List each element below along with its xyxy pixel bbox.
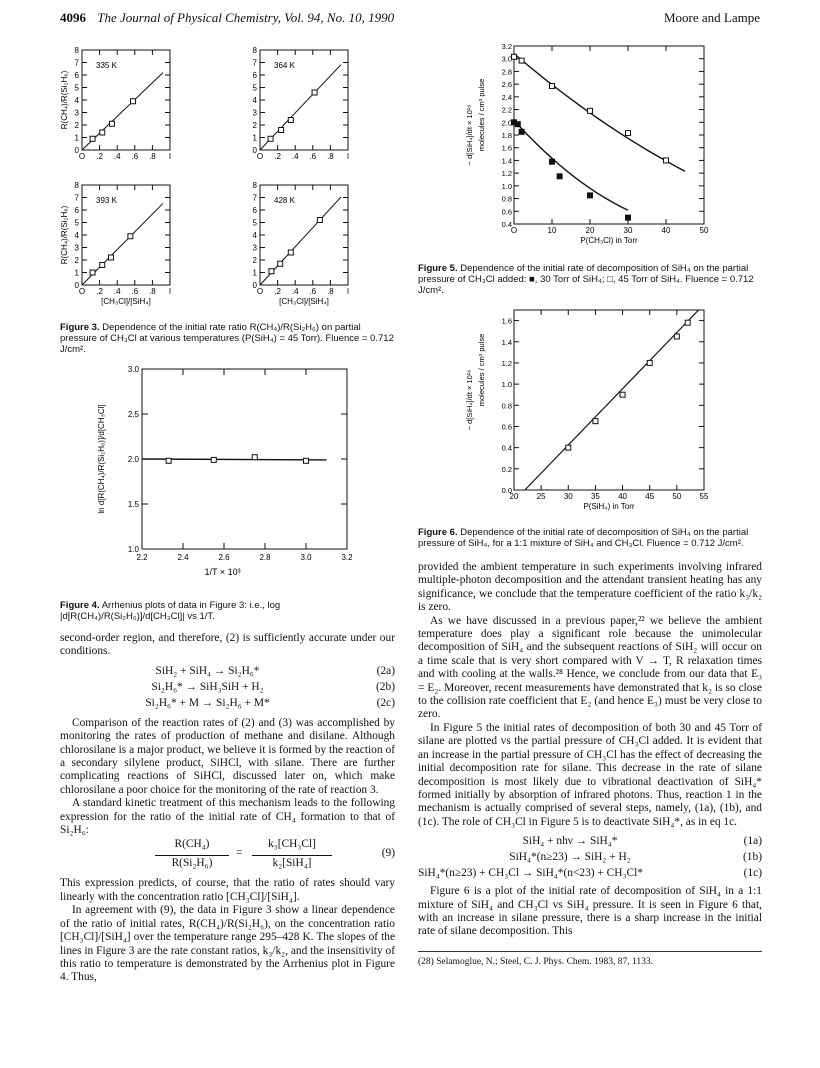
y-tick-label: 3 xyxy=(252,243,257,253)
y-axis-label: ln d[R(CH₄)/R(Si₂H₆)]/d[CH₃Cl] xyxy=(97,404,106,514)
x-tick-label: O xyxy=(78,287,86,296)
equation-2a xyxy=(60,663,395,679)
x-tick-label: O xyxy=(256,152,264,161)
y-tick-label: 0.4 xyxy=(501,443,512,453)
data-point xyxy=(109,121,114,126)
y-tick-label: 1.4 xyxy=(501,156,512,166)
figure-6-caption-text: Dependence of the initial rate of decomposition of SiH₄ on the partial pressure of SiH₄, for a 1:1 mixture of SiH₄ and CH₃Cl. Fluence = 0.712 J/cm². xyxy=(418,527,749,549)
footnote-reference: (28) Selamoglue, N.; Steel, C. J. Phys. Chem. 1983, 87, 1133. xyxy=(418,951,762,968)
equation-1b xyxy=(418,849,762,865)
y-tick-label: 2 xyxy=(252,121,257,130)
x-tick-label: .8 xyxy=(149,287,156,296)
y-tick-label: 2.0 xyxy=(501,118,512,128)
x-tick-label: 50 xyxy=(699,226,709,235)
eq9-denominator-right: k₂[SiH₄] xyxy=(272,857,312,870)
x-tick-label: 40 xyxy=(661,226,671,235)
y-tick-label: 3 xyxy=(74,243,79,253)
x-tick-label: .2 xyxy=(96,152,103,161)
y-tick-label: 0 xyxy=(74,146,79,155)
y-axis-label: − d[SiH₄]/dt × 10¹⁶ xyxy=(465,369,474,431)
x-axis-label: [CH₃Cl]/[SiH₄] xyxy=(101,297,151,306)
data-point xyxy=(288,118,293,123)
data-point-filled xyxy=(519,129,524,134)
figure-4-caption xyxy=(60,600,395,622)
x-tick-label: 2.2 xyxy=(136,553,148,562)
y-tick-label: 2.0 xyxy=(127,455,139,464)
x-tick-label: .6 xyxy=(309,152,317,161)
x-tick-label: .6 xyxy=(131,152,139,161)
figure-3-caption-label: Figure 3. xyxy=(60,322,100,333)
y-tick-label: 6 xyxy=(74,206,79,215)
x-tick-label: 50 xyxy=(672,492,682,501)
y-tick-label: 0 xyxy=(252,146,257,155)
figure-5-caption-text: Dependence of the initial rate of decomposition of SiH₄ on the partial pressure of CH₃Cl added: ■, 30 Torr of SiH₄; □, 45 Torr of SiH₄. Fluence = 0.712 J/cm². xyxy=(418,263,754,296)
left-paragraph-4: This expression predicts, of course, that the ratio of rates should vary linearly with the concentration ratio [CH₃Cl]/[SiH₄]. xyxy=(60,877,395,903)
left-column xyxy=(60,40,395,985)
equation-number: (2c) xyxy=(376,696,395,709)
y-tick-label: 5 xyxy=(252,218,257,228)
equation-number: (1c) xyxy=(743,867,762,880)
x-tick-label: O xyxy=(510,226,518,235)
y-axis-label: molecules / cm³ pulse xyxy=(477,333,486,407)
figure-4 xyxy=(60,361,395,593)
data-point xyxy=(317,218,322,223)
x-tick-label: O xyxy=(256,287,264,296)
data-point xyxy=(100,263,105,268)
y-tick-label: 3 xyxy=(74,108,79,118)
y-tick-label: 7 xyxy=(252,58,257,68)
curve-30-torr xyxy=(514,120,628,210)
x-axis-label: [CH₃Cl]/[SiH₄] xyxy=(279,297,329,306)
data-point-open xyxy=(519,58,524,63)
data-point xyxy=(166,458,171,463)
curve-45-torr xyxy=(514,54,685,172)
x-tick-label: .8 xyxy=(149,152,156,161)
x-axis-label: 1/T × 10³ xyxy=(204,567,241,577)
data-point xyxy=(109,255,114,260)
figure-6 xyxy=(418,300,762,520)
x-tick-label: 40 xyxy=(618,492,628,501)
y-tick-label: 4 xyxy=(74,96,79,105)
figure-6-caption-label: Figure 6. xyxy=(418,527,458,538)
x-tick-label: 30 xyxy=(563,492,573,501)
equation-number: (9) xyxy=(381,847,395,860)
data-point xyxy=(90,270,95,275)
data-point xyxy=(131,99,136,104)
y-tick-label: 6 xyxy=(74,71,79,80)
x-tick-label: .6 xyxy=(131,287,139,296)
y-tick-label: 0.6 xyxy=(501,422,512,432)
x-tick-label: I xyxy=(168,152,172,161)
y-tick-label: 3.0 xyxy=(501,54,512,64)
y-tick-label: 7 xyxy=(74,58,79,68)
x-tick-label: .2 xyxy=(274,287,281,296)
data-point xyxy=(128,234,133,239)
y-tick-label: 1 xyxy=(74,133,79,143)
data-point-open xyxy=(512,54,517,59)
eq9-fraction-bar-right xyxy=(252,855,332,856)
x-tick-label: .4 xyxy=(291,287,299,296)
equation-expr: SiH₄*(n≥23) + CH₃Cl → SiH₄*(n<23) + CH₃Cl* xyxy=(418,867,643,880)
equations-2 xyxy=(60,663,395,711)
data-point xyxy=(674,334,679,339)
x-tick-label: 25 xyxy=(536,492,546,501)
data-point-filled xyxy=(557,174,562,179)
figure-6-caption xyxy=(418,527,762,549)
equation-2b xyxy=(60,679,395,695)
x-tick-label: I xyxy=(346,287,350,296)
authors: Moore and Lampe xyxy=(663,10,760,25)
data-point xyxy=(566,445,571,450)
y-tick-label: 1.5 xyxy=(127,500,139,509)
x-tick-label: .4 xyxy=(113,152,121,161)
y-tick-label: 1.0 xyxy=(501,181,512,191)
y-tick-label: 0 xyxy=(74,281,79,290)
x-tick-label: 2.4 xyxy=(177,553,189,562)
data-point xyxy=(252,455,257,460)
equation-number: (1a) xyxy=(743,835,762,848)
y-tick-label: 1.4 xyxy=(501,337,512,347)
fit-line xyxy=(525,310,699,490)
y-tick-label: 0.8 xyxy=(501,194,512,204)
x-tick-label: I xyxy=(346,152,350,161)
y-tick-label: 4 xyxy=(252,96,257,105)
panel-temperature-label: 364 K xyxy=(274,61,295,70)
y-tick-label: 1 xyxy=(252,268,257,278)
y-tick-label: 5 xyxy=(74,83,79,93)
y-axis-label: R(CH₄)/R(Si₂H₆) xyxy=(60,70,69,130)
panel-temperature-label: 335 K xyxy=(96,61,117,70)
data-point xyxy=(211,457,216,462)
journal-title: The Journal of Physical Chemistry, Vol. 94, No. 10, 1990 xyxy=(97,10,395,25)
data-point xyxy=(268,136,273,141)
eq9-denominator-left: R(Si₂H₆) xyxy=(171,857,213,870)
y-tick-label: 0.0 xyxy=(501,486,512,495)
figure-4-caption-text: Arrhenius plots of data in Figure 3: i.e., log |d[R(CH₄)/R(Si₂H₆)]/d[CH₃Cl]| vs 1/T. xyxy=(60,600,281,622)
y-tick-label: 6 xyxy=(252,71,257,80)
data-point xyxy=(278,261,283,266)
data-point-filled xyxy=(588,193,593,198)
equation-expr: SiH₂ + SiH₄ → Si₂H₆* xyxy=(155,664,260,677)
y-tick-label: 0.8 xyxy=(501,401,512,411)
x-tick-label: 35 xyxy=(590,492,600,501)
data-point xyxy=(269,269,274,274)
data-point xyxy=(312,90,317,95)
eq9-numerator-right: k₃[CH₃Cl] xyxy=(268,838,316,851)
y-tick-label: 0.2 xyxy=(501,464,512,474)
y-tick-label: 1.0 xyxy=(501,380,512,390)
y-tick-label: 2 xyxy=(74,121,79,130)
data-point xyxy=(620,392,625,397)
right-column xyxy=(418,40,762,968)
y-tick-label: 0 xyxy=(252,281,257,290)
y-tick-label: 2.5 xyxy=(127,410,139,419)
right-paragraph-4: Figure 6 is a plot of the initial rate of decomposition of SiH₄ in a 1:1 mixture of SiH₄ and CH₃Cl vs SiH₄ pressure. It is seen in Figure 6 that, with an increase in silane pressure, there is a sharp increase in the initial rate of silane decomposition. This xyxy=(418,885,762,938)
y-tick-label: 1 xyxy=(74,268,79,278)
running-header xyxy=(60,10,760,28)
x-tick-label: .6 xyxy=(309,287,317,296)
y-tick-label: 6 xyxy=(252,206,257,215)
data-point-filled xyxy=(626,215,631,220)
x-tick-label: 55 xyxy=(699,492,709,501)
y-tick-label: 5 xyxy=(74,218,79,228)
y-tick-label: 5 xyxy=(252,83,257,93)
x-tick-label: I xyxy=(168,287,172,296)
figure-5 xyxy=(418,40,762,256)
x-tick-label: .4 xyxy=(113,287,121,296)
x-axis-label: P(SiH₄) in Torr xyxy=(583,502,635,511)
eq9-fraction-bar-left xyxy=(155,855,229,856)
figure-5-caption-label: Figure 5. xyxy=(418,263,458,274)
y-tick-label: 1.6 xyxy=(501,316,512,326)
left-paragraph-2: Comparison of the reaction rates of (2) and (3) was accomplished by monitoring the rates of production of methane and disilane. Although chlorosilane is a major product, we believe it is formed by the reaction of a secondary silylene product, SiHCl, with silane. There are further complicating reactions of SiHCl, discussed later on, which make chlorosilane a poor choice for the monitoring of the rate of reaction 3. xyxy=(60,716,395,796)
data-point xyxy=(304,458,309,463)
plot-frame xyxy=(514,46,704,224)
x-tick-label: 20 xyxy=(585,226,595,235)
equation-2c xyxy=(60,695,395,711)
figure-4-caption-label: Figure 4. xyxy=(60,600,100,611)
x-tick-label: 30 xyxy=(623,226,633,235)
x-tick-label: 2.6 xyxy=(218,553,230,562)
y-tick-label: 8 xyxy=(252,46,257,55)
data-point xyxy=(288,250,293,255)
equation-number: (2a) xyxy=(376,664,395,677)
y-tick-label: 2.4 xyxy=(501,92,512,102)
panel-temperature-label: 393 K xyxy=(96,196,117,205)
data-point-open xyxy=(626,131,631,136)
y-tick-label: 7 xyxy=(74,193,79,203)
equation-expr: Si₂H₆* → SiH₃SiH + H₂ xyxy=(151,680,264,693)
y-tick-label: 2 xyxy=(74,256,79,265)
y-tick-label: 3.0 xyxy=(127,365,139,374)
y-tick-label: 1.2 xyxy=(501,169,512,179)
data-point-open xyxy=(664,158,669,163)
x-axis-label: P(CH₃Cl) in Torr xyxy=(580,236,638,245)
data-point-open xyxy=(588,108,593,113)
data-point xyxy=(100,130,105,135)
y-tick-label: 8 xyxy=(74,46,79,55)
y-tick-label: 4 xyxy=(252,231,257,240)
data-point xyxy=(90,136,95,141)
equation-1a xyxy=(418,833,762,849)
y-tick-label: 1.6 xyxy=(501,143,512,153)
left-paragraph-3: A standard kinetic treatment of this mechanism leads to the following expression for the ratio of the initial rate of CH₄ formation to that of Si₂H₆: xyxy=(60,797,395,837)
eq9-numerator-left: R(CH₄) xyxy=(174,838,210,851)
y-tick-label: 0.6 xyxy=(501,207,512,217)
figure-3-caption-text: Dependence of the initial rate ratio R(CH₄)/R(Si₂H₆) on partial pressure of CH₃Cl at various temperatures (P(SiH₄) = 45 Torr). Fluence = 0.712 J/cm². xyxy=(60,322,394,355)
equation-expr: SiH₄*(n≥23) → SiH₂ + H₂ xyxy=(509,851,631,864)
left-paragraph-5: In agreement with (9), the data in Figure 3 show a linear dependence of the ratio of initial rates, R(CH₄)/R(Si₂H₆), on the concentration ratio [CH₃Cl]/[SiH₄] over the temperature range 295–428 K. The slopes of the lines in Figure 3 are the rate constant ratios, k₃/k₂, and the insensitivity of this ratio to temperature is demonstrated by the Arrhenius plot in Figure 4. Thus, xyxy=(60,904,395,984)
y-tick-label: 3 xyxy=(252,108,257,118)
y-tick-label: 8 xyxy=(74,181,79,190)
x-tick-label: 45 xyxy=(645,492,655,501)
right-paragraph-1: provided the ambient temperature in such experiments involving infrared multiple-photon decomposition and the attendant transient heating has any significance, we conclude that the temperature coefficient of the ratio k₃/k₂ is zero. xyxy=(418,561,762,614)
y-tick-label: 8 xyxy=(252,181,257,190)
y-tick-label: 1 xyxy=(252,133,257,143)
right-paragraph-2: As we have discussed in a previous paper,²² we believe the ambient temperature does play a significant role because the unimolecular decomposition of SiH₄ and the subsequent reactions of SiH₂ will occur on a time scale that is very short compared with V → T, R relaxation times and with cooling at the walls.²⁸ Hence, we conclude from our data that E₃ = E₂. Moreover, recent measurements have demonstrated that k₂ is so close to the collision rate coefficient that E₂ (and hence E₃) must be very close to zero. xyxy=(418,614,762,721)
equation-9: R(CH₄) R(Si₂H₆) = k₃[CH₃Cl] k₂[SiH₄] (9) xyxy=(60,837,395,877)
x-tick-label: 3.2 xyxy=(341,553,353,562)
y-tick-label: 4 xyxy=(74,231,79,240)
x-tick-label: .2 xyxy=(274,152,281,161)
y-tick-label: 2.2 xyxy=(501,105,512,115)
equations-1 xyxy=(418,833,762,881)
x-tick-label: 10 xyxy=(547,226,557,235)
x-tick-label: .8 xyxy=(327,152,334,161)
y-tick-label: 1.8 xyxy=(501,131,512,140)
right-paragraph-3: In Figure 5 the initial rates of decomposition of both 30 and 45 Torr of silane are plotted vs the partial pressure of CH₃Cl added. It is evident that an increase in the partial pressure of CH₃Cl has the effect of decreasing the initial decomposition rate for silane. This decrease in the rate of silane decomposition is most likely due to vibrational deactivation of SiH₄* formed initially by absorption of infrared photons. Thus, reaction 1 in the mechanism is actually comprised of several steps, namely, (1a), (1b), and (1c). The role of CH₃Cl in Figure 5 is to deactivate SiH₄*, as in eq 1c. xyxy=(418,721,762,828)
y-tick-label: 2.6 xyxy=(501,80,512,90)
figure-3 xyxy=(60,40,395,315)
x-tick-label: 3.0 xyxy=(300,553,312,562)
data-point xyxy=(647,360,652,365)
x-tick-label: 20 xyxy=(509,492,519,501)
y-axis-label: molecules / cm³ pulse xyxy=(477,78,486,152)
equation-expr: Si₂H₆* + M → Si₂H₆ + M* xyxy=(145,696,270,709)
data-point-open xyxy=(550,84,555,89)
x-tick-label: 2.8 xyxy=(259,553,271,562)
equation-1c xyxy=(418,865,762,881)
left-paragraph-1: second-order region, and therefore, (2) is sufficiently accurate under our conditions. xyxy=(60,632,395,658)
y-tick-label: 1.0 xyxy=(127,545,139,554)
y-tick-label: 7 xyxy=(252,193,257,203)
y-axis-label: − d[SiH₄]/dt × 10¹⁶ xyxy=(465,104,474,166)
data-point-filled xyxy=(515,122,520,127)
data-point xyxy=(279,128,284,133)
equation-number: (2b) xyxy=(376,680,395,693)
equation-expr: SiH₄ + nhν → SiH₄* xyxy=(522,835,618,848)
y-tick-label: 2 xyxy=(252,256,257,265)
x-tick-label: .4 xyxy=(291,152,299,161)
x-tick-label: .2 xyxy=(96,287,103,296)
y-tick-label: 3.2 xyxy=(501,42,512,51)
data-point xyxy=(685,320,690,325)
x-tick-label: O xyxy=(78,152,86,161)
page-number: 4096 xyxy=(60,10,86,25)
data-point xyxy=(593,419,598,424)
x-tick-label: .8 xyxy=(327,287,334,296)
panel-temperature-label: 428 K xyxy=(274,196,295,205)
y-tick-label: 2.8 xyxy=(501,67,512,77)
figure-3-caption xyxy=(60,322,395,355)
y-tick-label: 1.2 xyxy=(501,358,512,368)
y-tick-label: 0.4 xyxy=(501,220,512,229)
figure-5-caption xyxy=(418,263,762,296)
equation-number: (1b) xyxy=(743,851,762,864)
data-point-filled xyxy=(550,159,555,164)
y-axis-label: R(CH₄)/R(Si₂H₆) xyxy=(60,205,69,265)
